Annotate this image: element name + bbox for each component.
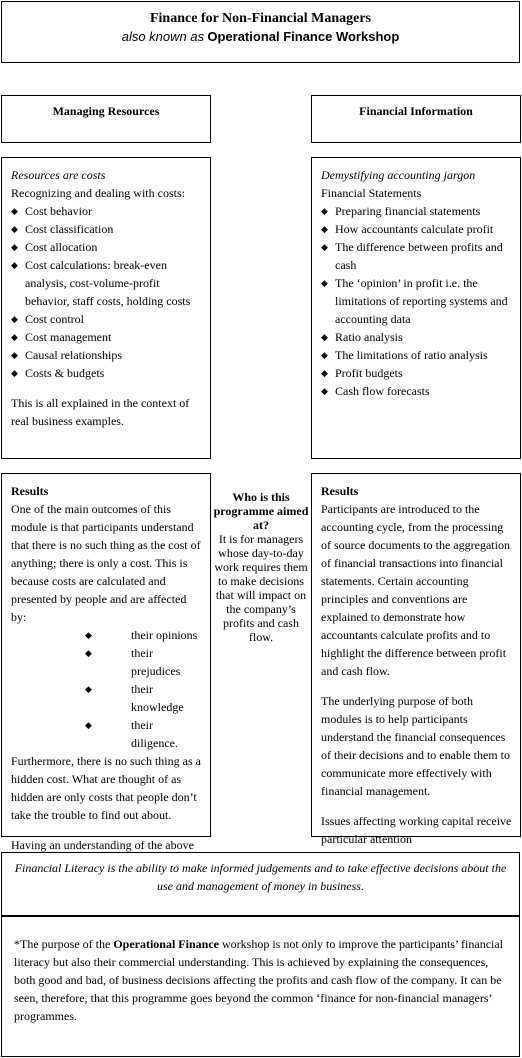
purpose-body: workshop is not only to improve the participants’ financial literacy but also their commercial understanding. This is achieved by explaining the consequences, both good and bad, of business decisions affecting the profits and cash flow of the company. It can be seen, therefore, that this programme goes beyond the common ‘finance for non-financial managers’ programmes. [14,937,504,1023]
list-item: ◆ Profit budgets [321,364,512,382]
purpose-workshop-name: Operational Finance [113,937,219,951]
purpose-statement [1,916,520,1057]
subtitle-name: Operational Finance Workshop [207,29,400,44]
list-item: ◆ Cash flow forecasts [321,382,512,400]
audience-answer: It is for managers whose day-to-day work requires them to make decisions that will impact on the company’s profits and cash flow. [214,532,308,644]
left-results-paragraph-1: One of the main outcomes of this module is that participants understand that there is no such thing as the cost of anything; there is only a cost. This is because costs are calculated and presented by people and are affected by: [11,502,201,624]
right-results-heading: Results [321,484,359,498]
left-results-paragraph-3: Having an understanding of the above [11,838,194,852]
purpose-prefix: *The purpose of the [14,937,111,951]
left-results-box [1,473,211,852]
list-item: ◆ The limitations of ratio analysis [321,346,512,364]
list-item: ◆ their opinions [85,628,198,642]
header-financial-information: Financial Information [311,95,521,143]
list-item: ◆ Ratio analysis [321,328,512,346]
list-item: ◆ Cost calculations: break-even analysis, cost-volume-profit behavior, staff costs, holding costs [11,256,202,310]
document-subtitle [2,28,519,46]
right-results-paragraph-3: Issues affecting working capital receive particular attention [321,814,512,846]
document-title: Finance for Non-Financial Managers [149,11,371,26]
right-results-paragraph-1: Participants are introduced to the accounting cycle, from the processing of source documents to the aggregation of financial transactions into financial statements. Certain accounting principles and conventions are explained to demonstrate how accountants calculate profits and to highlight the difference between profit and cash flow. [321,502,510,678]
audience-callout [212,490,310,644]
list-item: ◆ Cost management [11,328,202,346]
financial-literacy-definition: Financial Literacy is the ability to make informed judgements and to take effective decisions about the use and management of money in business. [1,852,520,916]
list-item: ◆ Costs & budgets [11,364,202,382]
list-item: ◆ their knowledge [85,682,184,714]
cost-influences-list [11,626,202,752]
left-results-heading: Results [11,484,49,498]
audience-question: Who is this programme aimed at? [213,490,309,532]
financial-topics-list [321,202,512,400]
list-item: ◆ Cost allocation [11,238,202,256]
list-item: ◆ How accountants calculate profit [321,220,512,238]
left-results-paragraph-2: Furthermore, there is no such thing as a hidden cost. What are thought of as hidden are only costs that people don’t take the trouble to find out about. [11,754,201,822]
title-box [1,1,520,63]
right-content-intro: Financial Statements [321,186,422,200]
list-item: ◆ Cost classification [11,220,202,238]
financial-information-box [311,157,521,459]
list-item: ◆ The ‘opinion’ in profit i.e. the limitations of reporting systems and accounting data [321,274,512,328]
list-item: ◆ Causal relationships [11,346,202,364]
left-content-footer: This is all explained in the context of real business examples. [11,396,190,428]
list-item: ◆ The difference between profits and cash [321,238,512,274]
list-item: ◆ Cost behavior [11,202,202,220]
right-results-box [311,473,521,846]
header-managing-resources: Managing Resources [1,95,211,143]
subtitle-prefix: also known as [121,29,205,44]
list-item: ◆ Cost control [11,310,202,328]
list-item: ◆ Preparing financial statements [321,202,512,220]
managing-resources-box [1,157,211,459]
left-content-heading: Resources are costs [11,168,106,182]
right-results-paragraph-2: The underlying purpose of both modules is to help participants understand the financial consequences of their decisions and to enable them to communicate more effectively with financial management. [321,694,510,798]
left-content-intro: Recognizing and dealing with costs: [11,186,185,200]
right-content-heading: Demystifying accounting jargon [321,168,476,182]
list-item: ◆ their prejudices [85,646,181,678]
list-item: ◆ their diligence. [85,718,178,750]
cost-topics-list [11,202,202,382]
